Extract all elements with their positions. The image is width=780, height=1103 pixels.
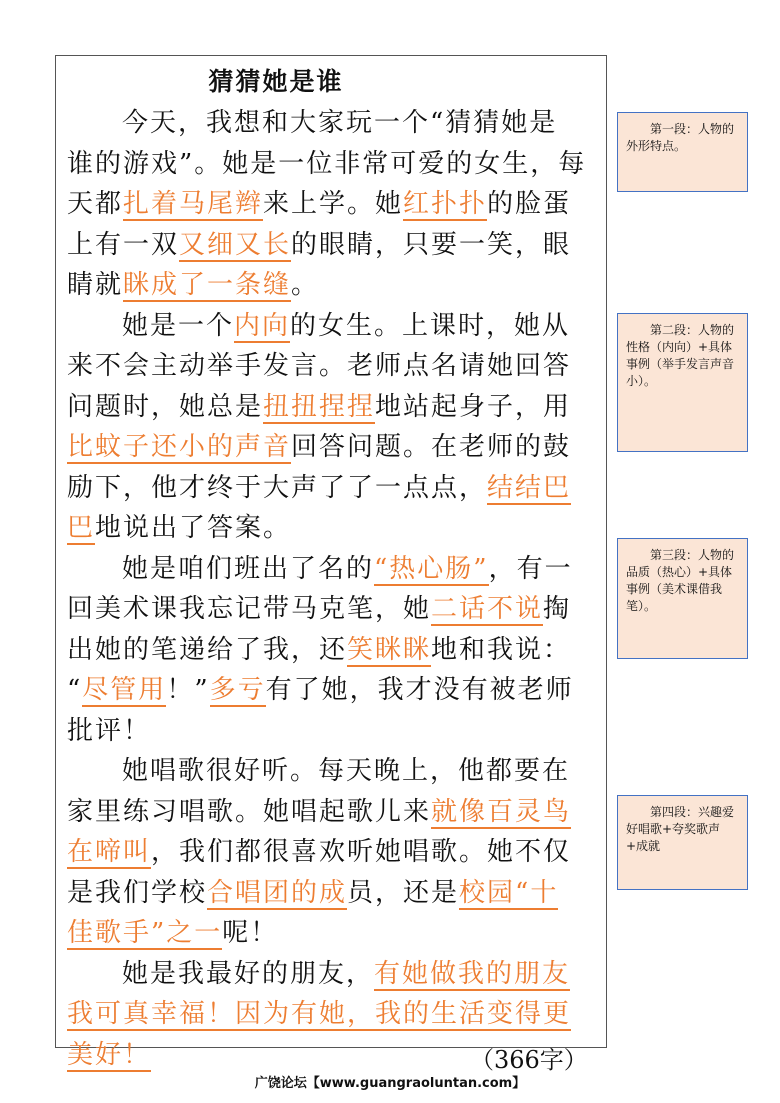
essay-line	[67, 427, 571, 467]
essay-line	[67, 1035, 151, 1075]
note-paragraph-1: 第一段：人物的外形特点。	[617, 112, 748, 192]
essay-text: 回答问题。在老师的鼓	[291, 432, 572, 462]
essay-line	[67, 508, 291, 548]
essay-text: 谁的游戏”。她是一位非常可爱的女生，每	[67, 148, 587, 179]
essay-line	[122, 549, 573, 589]
essay-line	[67, 873, 558, 913]
essay-text: 上有一双	[67, 229, 180, 260]
essay-line	[67, 630, 571, 670]
essay-line	[67, 913, 278, 953]
essay-text: 她唱歌很好听。每天晚上，他都要在	[122, 756, 571, 786]
highlighted-phrase: 巴	[67, 513, 96, 543]
highlighted-phrase: 校园“十	[459, 877, 559, 908]
highlighted-phrase: 美好！	[67, 1039, 152, 1070]
essay-line	[67, 792, 571, 832]
essay-line	[122, 954, 570, 994]
essay-text: 来上学。她	[263, 189, 404, 219]
essay-text: ，有一	[488, 553, 573, 584]
essay-text: 地和我说：	[431, 634, 572, 665]
essay-line	[67, 994, 571, 1034]
essay-line	[67, 265, 319, 305]
highlighted-phrase: 就像百灵鸟	[431, 796, 572, 827]
note-paragraph-2: 第二段：人物的性格（内向）+具体事例（举手发言声音小）。	[617, 313, 748, 452]
highlighted-phrase: 在啼叫	[67, 837, 152, 867]
highlighted-phrase: 二话不说	[431, 594, 544, 624]
essay-line	[67, 346, 571, 386]
essay-text: 批评！	[67, 715, 152, 746]
essay-text: 掏	[543, 594, 572, 624]
highlighted-phrase: “热心肠”	[374, 553, 489, 584]
highlighted-phrase: 我可真幸福！因为有她，我的生活变得更	[67, 999, 572, 1029]
essay-text: 地说出了答案。	[95, 513, 292, 543]
essay-text: 来不会主动举手发言。老师点名请她回答	[67, 351, 572, 381]
word-count: （366字）	[470, 1045, 588, 1074]
highlighted-phrase: 尽管用	[82, 675, 167, 705]
highlighted-phrase: 红扑扑	[403, 189, 488, 219]
highlighted-phrase: 结结巴	[487, 472, 572, 503]
essay-text: 的脸蛋	[487, 189, 572, 219]
essay-text: 回美术课我忘记带马克笔，她	[67, 594, 432, 624]
essay-text: “	[67, 675, 83, 705]
highlighted-phrase: 又细又长	[179, 229, 292, 260]
essay-text: 她是我最好的朋友，	[122, 958, 375, 989]
essay-text: 励下，他才终于大声了了一点点，	[67, 472, 488, 503]
essay-text: 的女生。上课时，她从	[290, 310, 571, 341]
essay-text: 的眼睛，只要一笑，眼	[291, 229, 572, 260]
essay-text: 是我们学校	[67, 877, 208, 908]
essay-text: 员，还是	[347, 877, 460, 908]
highlighted-phrase: 佳歌手”之一	[67, 918, 223, 948]
essay-text: 天都	[67, 189, 124, 219]
essay-text: 问题时，她总是	[67, 391, 264, 422]
essay-text: ！”	[166, 675, 210, 705]
essay-text: 睛就	[67, 270, 124, 300]
essay-line	[122, 306, 570, 346]
essay-text: 。	[291, 270, 320, 300]
essay-text: 出她的笔递给了我，还	[67, 634, 348, 665]
highlighted-phrase: 比蚊子还小的声音	[67, 432, 292, 462]
essay-text: 她是咱们班出了名的	[122, 553, 375, 584]
essay-line	[122, 751, 570, 791]
essay-text: 呢！	[222, 918, 279, 948]
highlighted-phrase: 笑眯眯	[347, 634, 432, 665]
essay-line	[67, 670, 574, 710]
essay-line	[67, 468, 571, 508]
essay-line	[67, 184, 571, 224]
essay-text: 家里练习唱歌。她唱起歌儿来	[67, 796, 432, 827]
highlighted-phrase: 内向	[234, 310, 291, 341]
highlighted-phrase: 扎着马尾辫	[123, 189, 264, 219]
essay-text: 有了她，我才没有被老师	[265, 675, 574, 705]
note-paragraph-3: 第三段：人物的品质（热心）+具体事例（美术课借我笔）。	[617, 538, 748, 659]
essay-line	[67, 589, 571, 629]
note-paragraph-4: 第四段：兴趣爱好唱歌+夸奖歌声+成就	[617, 795, 748, 890]
essay-line	[67, 711, 151, 751]
essay-text: 她是一个	[122, 310, 235, 341]
highlighted-phrase: 多亏	[209, 675, 266, 705]
essay-title: 猜猜她是谁	[208, 67, 344, 96]
highlighted-phrase: 有她做我的朋友	[374, 958, 571, 989]
essay-line	[67, 387, 571, 427]
essay-line	[67, 225, 571, 265]
essay-line	[67, 832, 571, 872]
highlighted-phrase: 合唱团的成	[207, 877, 348, 908]
essay-line	[122, 103, 557, 143]
essay-text: 地站起身子，用	[375, 391, 572, 422]
highlighted-phrase: 眯成了一条缝	[123, 270, 292, 300]
essay-text: 今天，我想和大家玩一个“猜猜她是	[122, 108, 558, 138]
essay-text: ，我们都很喜欢听她唱歌。她不仅	[151, 837, 572, 867]
highlighted-phrase: 扭扭捏捏	[263, 391, 376, 422]
footer-source: 广饶论坛【www.guangraoluntan.com】	[254, 1076, 526, 1091]
essay-line	[67, 144, 586, 184]
